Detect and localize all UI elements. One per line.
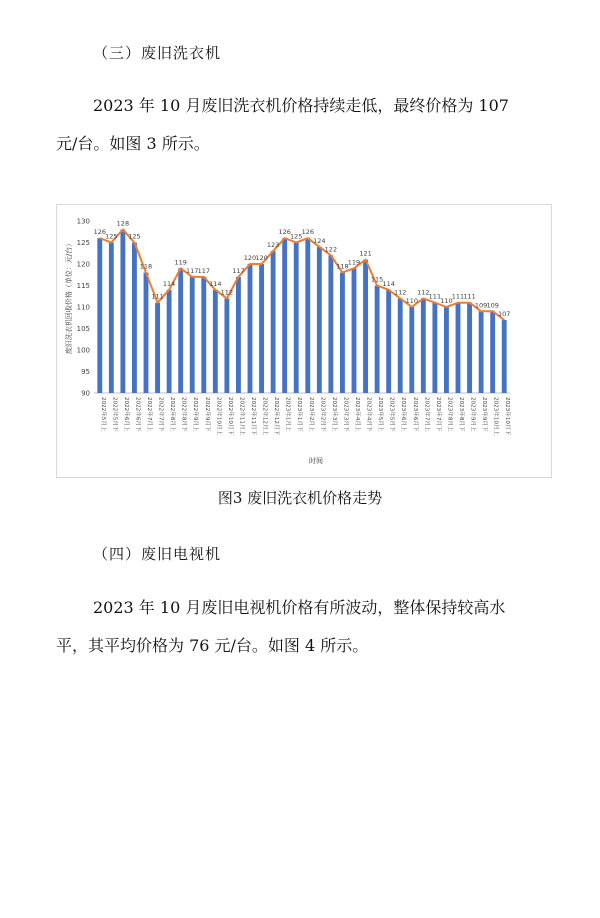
data-label: 117: [232, 266, 245, 275]
bar: [490, 311, 495, 393]
data-label: 114: [382, 279, 395, 288]
data-label: 124: [313, 236, 326, 245]
price-chart: [56, 204, 552, 478]
bar: [352, 268, 357, 393]
data-label: 121: [359, 249, 372, 258]
x-tick-label: 2023年4月下: [365, 397, 372, 432]
x-tick-label: 2023年2月下: [319, 397, 326, 432]
x-tick-label: 2022年11月上: [238, 397, 245, 436]
x-tick-label: 2023年8月下: [458, 397, 464, 432]
data-label: 112: [417, 288, 430, 297]
data-label: 126: [278, 228, 291, 237]
y-tick-label: 125: [76, 239, 90, 247]
x-tick-label: 2023年5月下: [388, 397, 395, 432]
x-tick-label: 2022年7月上: [146, 397, 152, 432]
data-label: 112: [220, 288, 234, 297]
bar: [97, 238, 102, 393]
bar: [109, 243, 114, 394]
data-label: 111: [151, 292, 164, 301]
y-tick-label: 90: [81, 389, 90, 398]
data-label: 109: [474, 301, 488, 310]
chart-x-axis-label: 时间: [309, 457, 323, 465]
section3-paragraph-line1: 2023 年 10 月废旧洗衣机价格持续走低，最终价格为 107: [93, 96, 509, 115]
x-tick-label: 2022年5月下: [111, 397, 118, 432]
x-tick-label: 2023年3月上: [330, 397, 337, 432]
figure3-caption: 图3 废旧洗衣机价格走势: [217, 489, 383, 507]
data-label: 114: [162, 279, 176, 288]
bar: [375, 286, 380, 394]
bar: [421, 298, 426, 393]
chart-y-axis-label: 废旧洗衣机回收价格（单位：元/台）: [65, 239, 73, 355]
data-label: 123: [266, 241, 280, 250]
bar: [236, 277, 241, 393]
bar: [432, 303, 437, 393]
x-tick-label: 2022年6月下: [134, 397, 141, 432]
bar: [190, 277, 195, 393]
data-label: 112: [394, 288, 407, 297]
x-tick-label: 2023年1月上: [284, 397, 291, 432]
data-label: 111: [451, 292, 465, 301]
bar: [444, 307, 449, 393]
x-tick-label: 2022年5月上: [99, 397, 106, 432]
x-tick-label: 2023年7月上: [423, 397, 430, 432]
y-tick-label: 100: [76, 346, 90, 355]
bar: [294, 243, 299, 394]
bar: [398, 298, 403, 393]
data-label: 126: [93, 228, 106, 237]
bar: [386, 290, 391, 393]
bar: [409, 307, 414, 393]
data-label: 118: [139, 262, 153, 271]
data-label: 125: [105, 232, 118, 241]
bar: [155, 303, 160, 393]
bar: [456, 303, 461, 393]
section4-paragraph-line2: 平，其平均价格为 76 元/台。如图 4 所示。: [56, 636, 369, 655]
x-tick-label: 2022年9月下: [203, 397, 210, 432]
data-label: 117: [197, 266, 210, 275]
bar: [259, 264, 264, 393]
data-label: 128: [116, 219, 130, 228]
bar: [467, 303, 472, 393]
x-tick-label: 2022年10月下: [226, 397, 233, 436]
bar: [144, 273, 149, 393]
x-tick-label: 2023年6月下: [411, 397, 418, 432]
data-label: 111: [428, 292, 442, 301]
bar: [271, 251, 276, 393]
bar: [317, 247, 322, 393]
bar: [479, 311, 484, 393]
x-tick-label: 2023年10月下: [504, 397, 511, 436]
y-tick-label: 110: [76, 303, 90, 312]
y-tick-label: 130: [76, 217, 90, 226]
data-label: 126: [301, 228, 314, 237]
x-tick-label: 2023年1月下: [296, 397, 303, 432]
section4-paragraph-line1: 2023 年 10 月废旧电视机价格有所波动，整体保持较高水: [93, 598, 506, 617]
section3-paragraph-line2: 元/台。如图 3 所示。: [56, 134, 210, 153]
bar: [328, 255, 333, 393]
bar: [305, 238, 310, 393]
data-label: 117: [186, 266, 199, 275]
data-label: 125: [290, 232, 303, 241]
x-tick-label: 2023年6月上: [400, 397, 407, 432]
section4-heading: （四）废旧电视机: [93, 545, 222, 563]
data-label: 120: [255, 254, 268, 262]
bar: [167, 290, 172, 393]
x-tick-label: 2023年2月上: [307, 397, 314, 432]
bar: [363, 260, 368, 393]
series-line: [100, 230, 504, 320]
y-tick-label: 115: [76, 282, 90, 290]
bar: [120, 230, 125, 393]
x-tick-label: 2022年8月上: [169, 397, 176, 432]
x-tick-label: 2022年12月上: [261, 397, 268, 436]
bar: [248, 264, 253, 393]
bar: [178, 268, 183, 393]
bar: [502, 320, 507, 393]
data-label: 109: [486, 301, 499, 310]
data-label: 119: [347, 258, 361, 267]
y-tick-label: 120: [76, 260, 90, 269]
x-tick-label: 2022年6月上: [122, 397, 129, 432]
data-label: 119: [174, 258, 187, 267]
x-tick-label: 2022年7月下: [157, 397, 164, 432]
data-label: 107: [498, 309, 511, 318]
data-label: 118: [336, 262, 349, 271]
data-label: 110: [405, 297, 418, 305]
x-tick-label: 2023年9月上: [469, 397, 476, 432]
x-tick-label: 2022年11月下: [250, 397, 256, 436]
data-label: 120: [243, 254, 257, 262]
data-label: 125: [128, 232, 141, 241]
data-label: 122: [324, 245, 338, 254]
data-label: 111: [463, 292, 476, 301]
y-tick-label: 105: [76, 325, 90, 333]
x-tick-label: 2023年7月下: [434, 397, 441, 432]
x-tick-label: 2023年8月上: [446, 397, 453, 432]
bar: [224, 298, 229, 393]
bar: [282, 238, 287, 393]
section3-heading: （三）废旧洗衣机: [93, 44, 222, 62]
data-label: 114: [209, 279, 222, 288]
bar: [340, 273, 345, 393]
bar: [213, 290, 218, 393]
x-tick-label: 2023年4月上: [354, 397, 360, 432]
bar: [132, 243, 137, 394]
x-tick-label: 2022年9月上: [192, 397, 199, 432]
x-tick-label: 2022年8月下: [180, 397, 187, 432]
data-label: 110: [440, 297, 453, 305]
x-tick-label: 2023年3月下: [342, 397, 349, 432]
y-tick-label: 95: [81, 368, 90, 376]
bar: [201, 277, 206, 393]
x-tick-label: 2023年5月上: [377, 397, 384, 432]
chart-svg: [57, 205, 551, 477]
data-label: 115: [370, 275, 384, 284]
x-tick-label: 2023年9月下: [481, 397, 488, 432]
x-tick-label: 2023年10月上: [492, 397, 499, 436]
x-tick-label: 2022年12月下: [273, 397, 280, 436]
x-tick-label: 2022年10月上: [215, 397, 222, 436]
